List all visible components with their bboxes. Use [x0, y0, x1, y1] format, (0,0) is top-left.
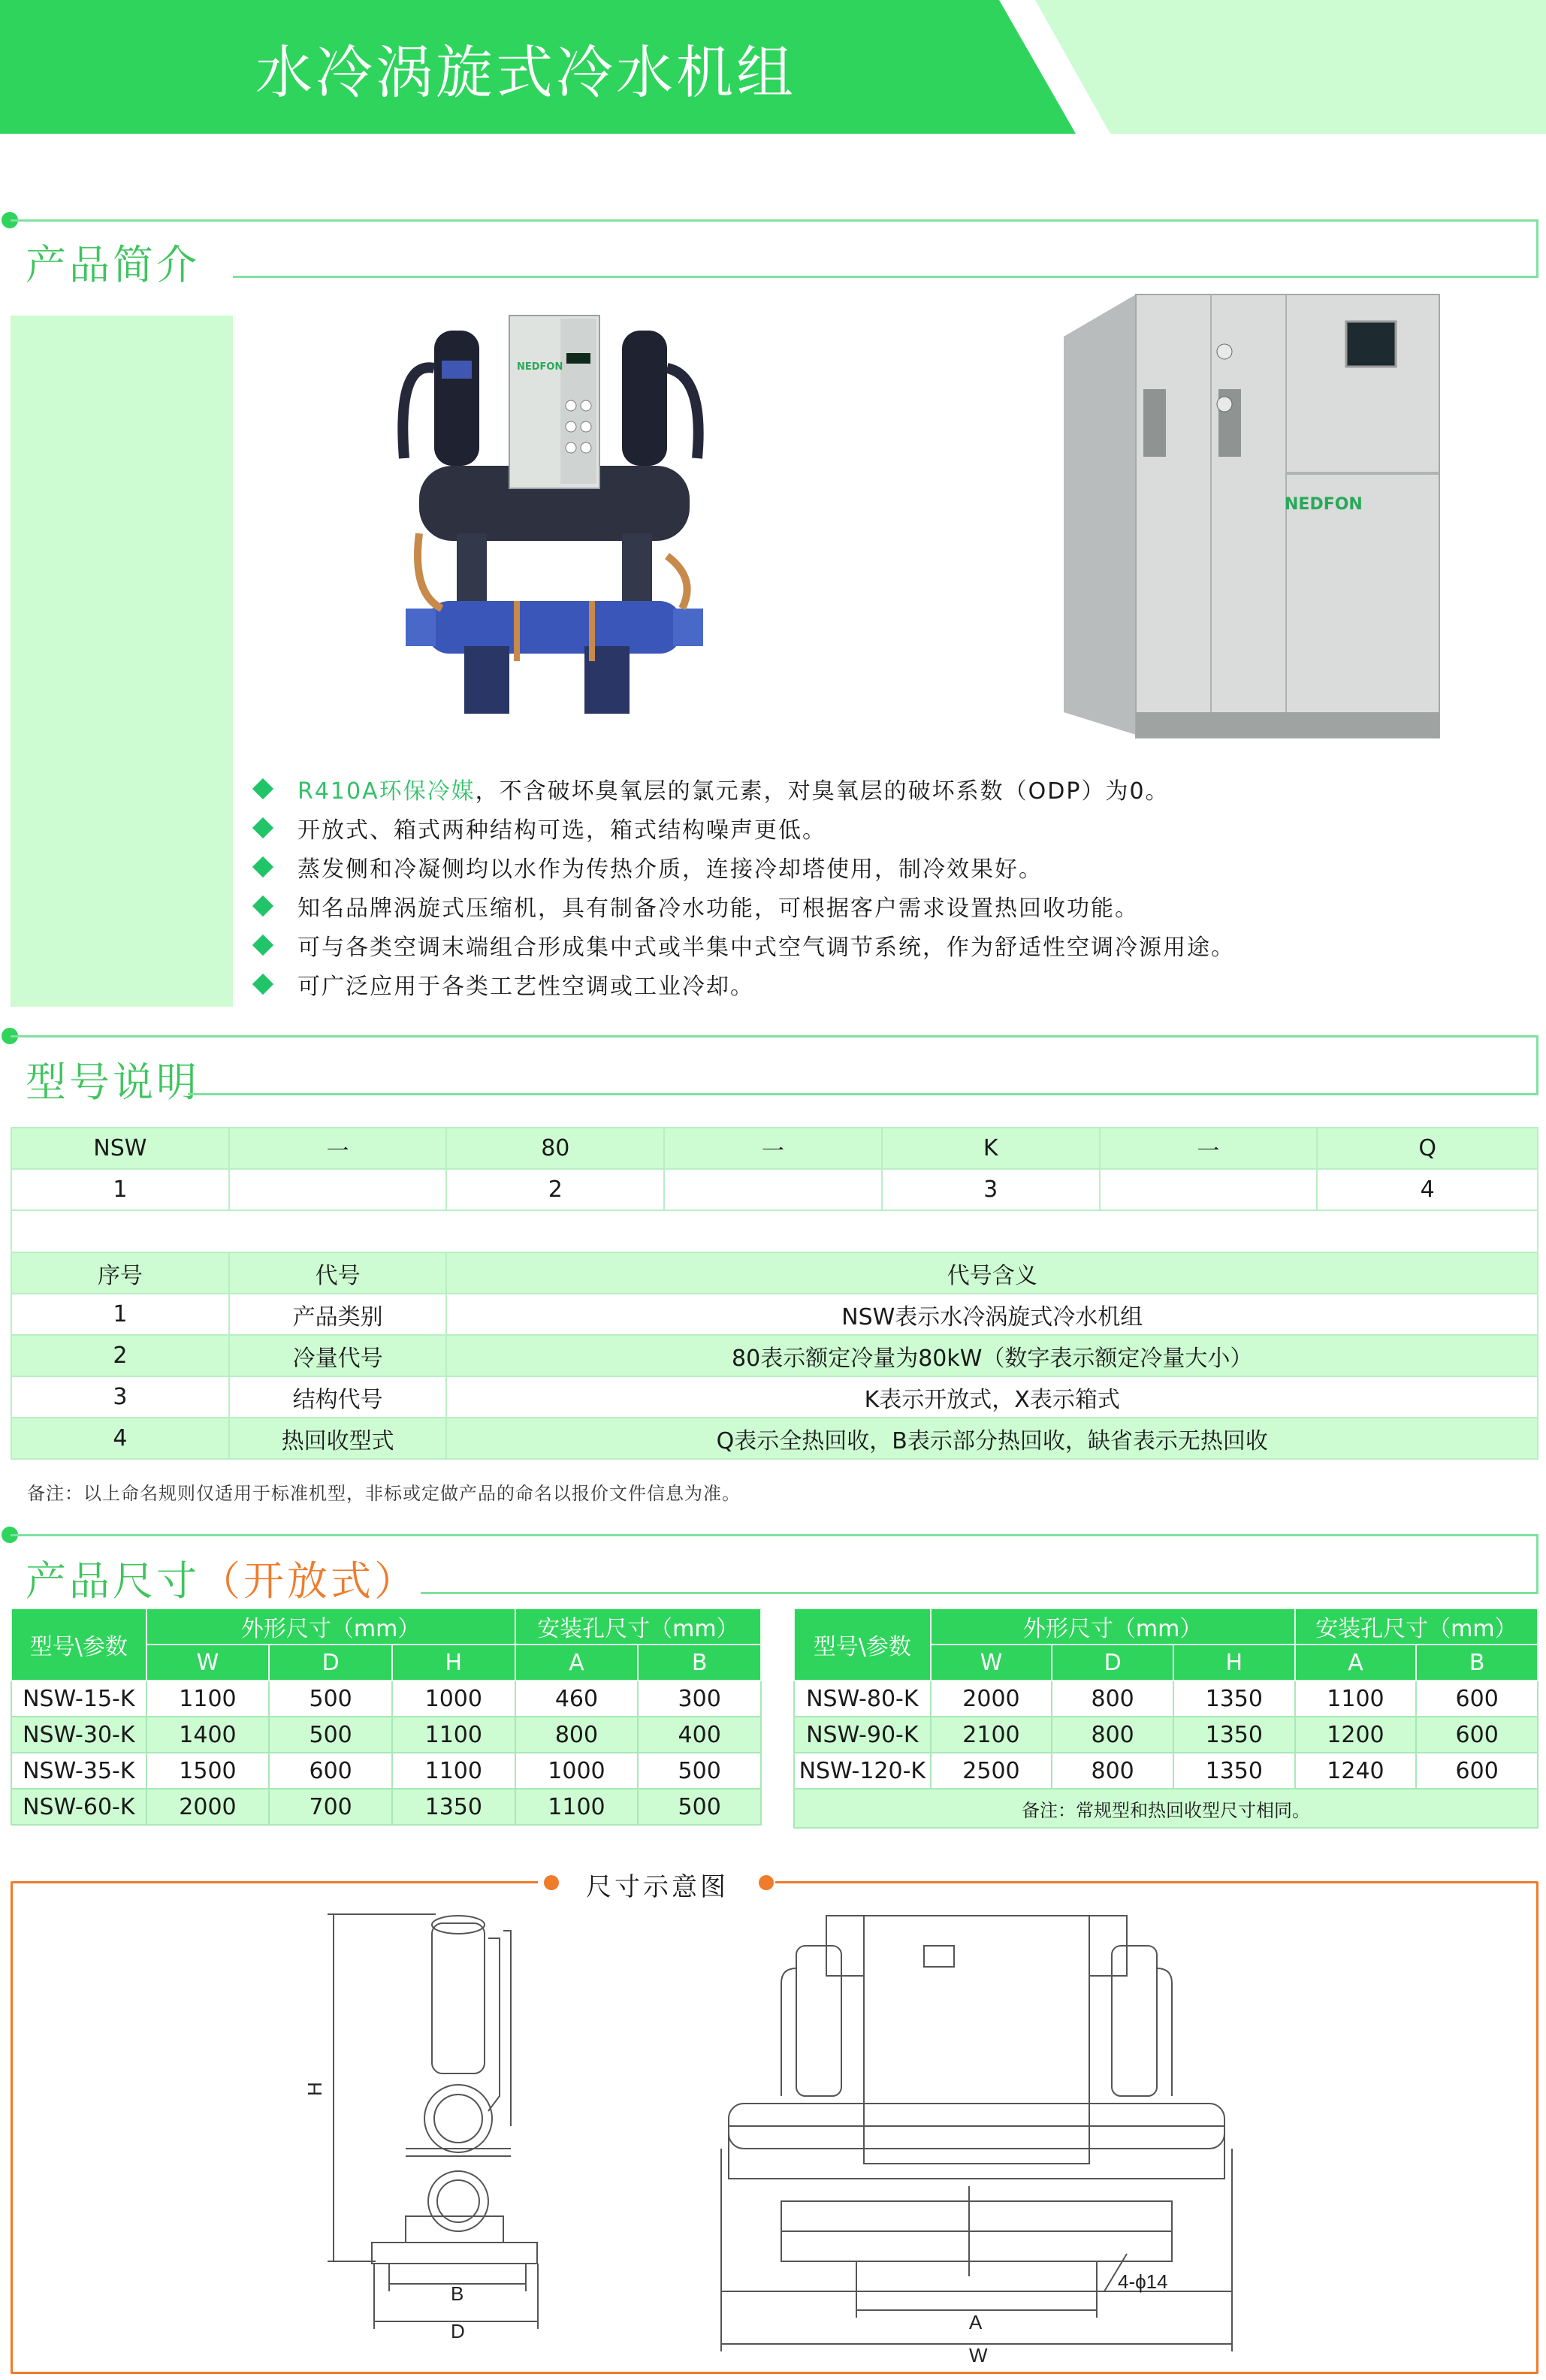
meaning-header-row: 序号 代号 代号含义 — [11, 1252, 1538, 1294]
table-row: 2 冷量代号 80表示额定冷量为80kW（数字表示额定冷量大小） — [11, 1335, 1538, 1376]
front-view-drawing — [706, 1901, 1277, 2366]
dimension-section-header — [0, 1527, 1546, 1605]
dim-label-h: H — [303, 2082, 326, 2096]
nedfon-logo-right: NEDFON — [1285, 495, 1363, 514]
dimension-header-row: 型号\参数 外形尺寸（mm） 安装孔尺寸（mm） — [11, 1608, 761, 1645]
dimension-table-right: 型号\参数 外形尺寸（mm） 安装孔尺寸（mm） W D H A B NSW-80-K 2000 800 1350 1100 600 NSW-90-K 2100 800 1350 1200 600 NSW-120-K 2500 800 1350 1240 600 备注：常规型和热回收型尺寸相同。 — [793, 1608, 1538, 1829]
table-row: NSW-80-K 2000 800 1350 1100 600 — [794, 1681, 1538, 1717]
page-title: 水冷涡旋式冷水机组 — [255, 39, 796, 106]
open-type-unit-photo — [397, 308, 712, 720]
feature-item: R410A环保冷媒 ，不含破坏臭氧层的氯元素，对臭氧层的破坏系数（ODP）为0。 — [248, 769, 1525, 808]
feature-item: 可与各类空调末端组合形成集中式或半集中式空气调节系统，作为舒适性空调冷源用途。 — [248, 926, 1525, 965]
dim-label-d: D — [451, 2320, 465, 2342]
orange-dot-icon — [544, 1875, 559, 1890]
feature-item: 开放式、箱式两种结构可选，箱式结构噪声更低。 — [248, 808, 1525, 847]
orange-dot-icon — [759, 1875, 774, 1890]
model-code-row: NSW 一 80 一 K 一 Q — [11, 1128, 1538, 1169]
intro-section-title: 产品简介 — [26, 241, 200, 288]
table-row: NSW-15-K 1100 500 1000 460 300 — [11, 1681, 761, 1717]
table-row: NSW-30-K 1400 500 1100 800 400 — [11, 1717, 761, 1753]
table-row: NSW-90-K 2100 800 1350 1200 600 — [794, 1717, 1538, 1753]
model-code-table — [11, 1127, 1538, 1460]
diagram-title: 尺寸示意图 — [586, 1872, 729, 1902]
dim-label-a: A — [969, 2311, 983, 2333]
dim-label-b: B — [451, 2282, 464, 2305]
dim-label-w: W — [969, 2344, 988, 2366]
dimension-header-row: 型号\参数 外形尺寸（mm） 安装孔尺寸（mm） — [794, 1608, 1538, 1645]
table-row: 3 结构代号 K表示开放式，X表示箱式 — [11, 1376, 1538, 1418]
diamond-bullet-icon — [252, 896, 273, 917]
model-index-row: 1 2 3 4 — [11, 1169, 1538, 1210]
feature-list — [248, 769, 1525, 1004]
model-section-header — [0, 1028, 1546, 1106]
dimension-section-title: 产品尺寸（开放式） — [26, 1557, 418, 1605]
table-row: 1 产品类别 NSW表示水冷涡旋式冷水机组 — [11, 1294, 1538, 1335]
table-row: NSW-120-K 2500 800 1350 1240 600 — [794, 1753, 1538, 1789]
table-row: NSW-35-K 1500 600 1100 1000 500 — [11, 1753, 761, 1789]
model-note: 备注：以上命名规则仅适用于标准机型，非标或定做产品的命名以报价文件信息为准。 — [27, 1483, 741, 1504]
feature-item: 蒸发侧和冷凝侧均以水作为传热介质，连接冷却塔使用，制冷效果好。 — [248, 847, 1525, 886]
title-banner — [0, 0, 1546, 135]
table-row: 4 热回收型式 Q表示全热回收，B表示部分热回收，缺省表示无热回收 — [11, 1418, 1538, 1459]
table-row: NSW-60-K 2000 700 1350 1100 500 — [11, 1789, 761, 1825]
diamond-bullet-icon — [252, 974, 273, 995]
dim-label-holes: 4-ϕ14 — [1118, 2270, 1168, 2293]
intro-side-panel — [11, 316, 233, 1007]
intro-section-header — [0, 212, 1546, 287]
diamond-bullet-icon — [252, 778, 273, 799]
box-type-unit-photo — [1061, 291, 1444, 745]
dimension-note-row: 备注：常规型和热回收型尺寸相同。 — [794, 1789, 1538, 1828]
diamond-bullet-icon — [252, 935, 273, 956]
side-view-drawing — [300, 1901, 586, 2366]
diamond-bullet-icon — [252, 817, 273, 838]
feature-item: 知名品牌涡旋式压缩机，具有制备冷水功能，可根据客户需求设置热回收功能。 — [248, 886, 1525, 926]
model-section-title: 型号说明 — [26, 1059, 200, 1106]
feature-item: 可广泛应用于各类工艺性空调或工业冷却。 — [248, 965, 1525, 1004]
dimension-table-left: 型号\参数 外形尺寸（mm） 安装孔尺寸（mm） W D H A B NSW-15-K 1100 500 1000 460 300 NSW-30-K 1400 500 1100 800 400 NSW-35-K 1500 600 1100 1000 500 NSW-60-K 2000 700 1350 1100 500 — [11, 1608, 762, 1826]
nedfon-logo-left: NEDFON — [517, 361, 563, 373]
diamond-bullet-icon — [252, 856, 273, 877]
